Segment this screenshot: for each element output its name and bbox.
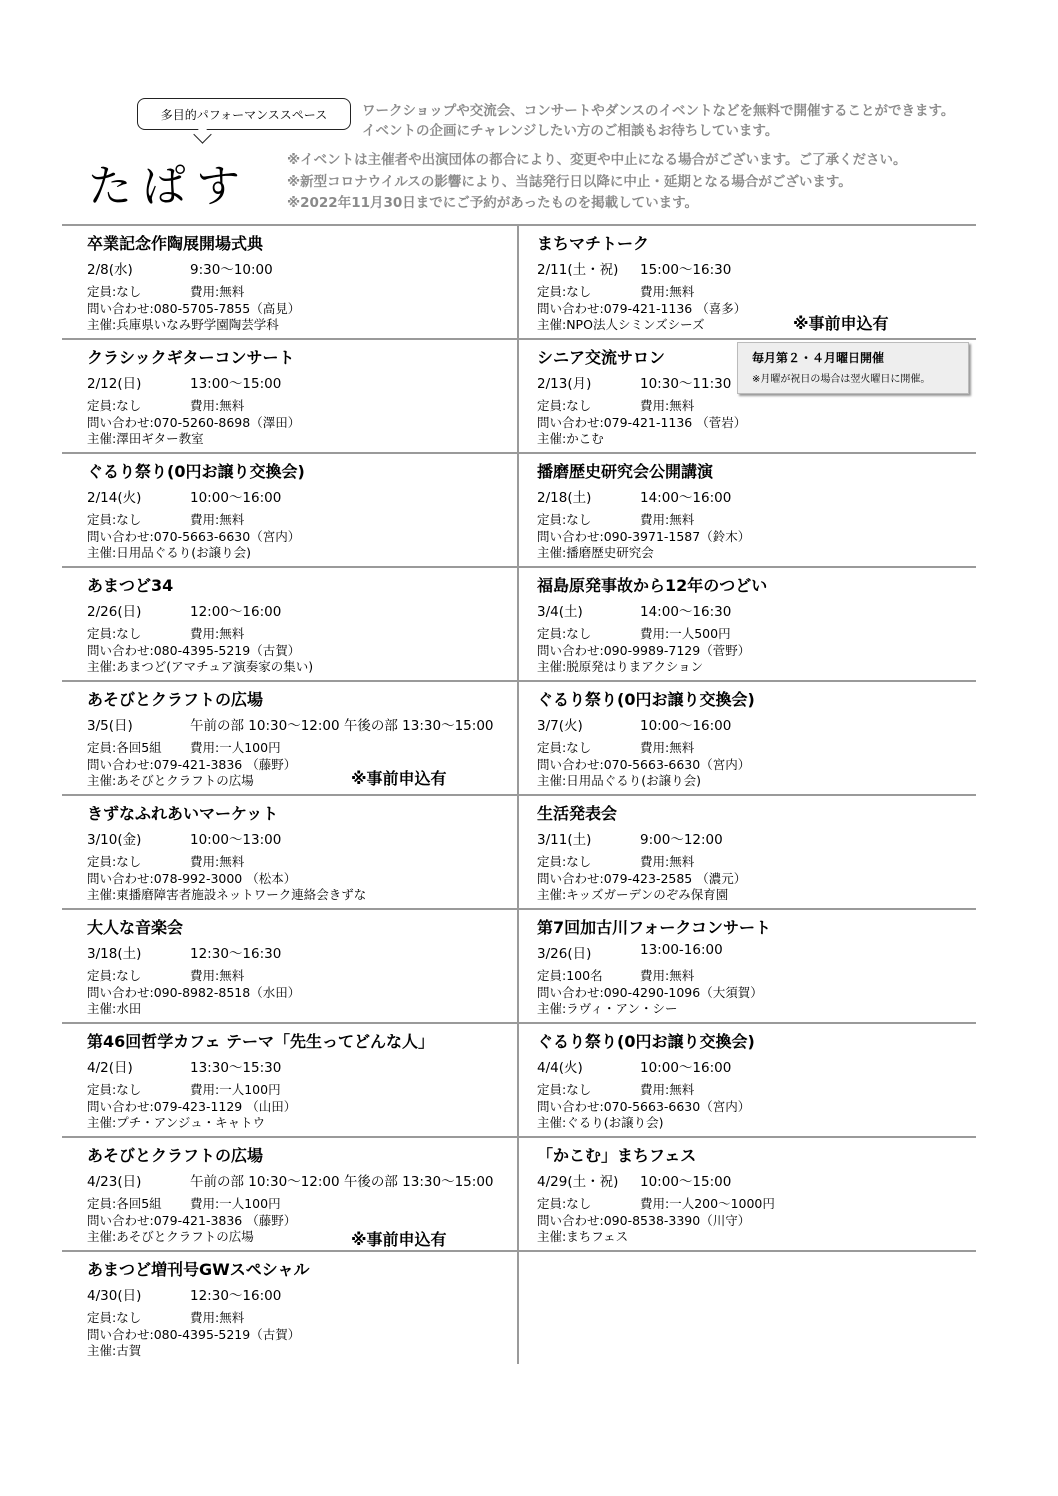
- event-info: [87, 284, 517, 334]
- event-cell: [62, 1024, 519, 1136]
- event-info: [537, 968, 976, 1018]
- event-time: 午前の部 10:30～12:00 午後の部 13:30～15:00: [190, 718, 494, 734]
- event-title: あまつど増刊号GWスペシャル: [87, 1260, 310, 1279]
- preregistration-note: ※事前申込有: [793, 314, 889, 333]
- event-capacity: 定員:なし: [537, 512, 592, 527]
- event-contact: 問い合わせ:070-5663-6630（宮内）: [537, 1098, 751, 1114]
- event-organizer: 主催:あそびとクラフトの広場: [87, 1229, 254, 1244]
- event-fee: 費用:無料: [190, 968, 245, 983]
- event-time: 10:00～16:00: [640, 1060, 732, 1076]
- event-time: 15:00～16:30: [640, 262, 732, 278]
- event-date: 4/23(日): [87, 1174, 142, 1190]
- event-capacity: 定員:100名: [537, 968, 603, 983]
- event-title: ぐるり祭り(0円お譲り交換会): [537, 690, 755, 709]
- event-fee: 費用:一人100円: [190, 1082, 281, 1097]
- event-date: 4/30(日): [87, 1288, 142, 1304]
- event-title: あそびとクラフトの広場: [87, 690, 264, 709]
- event-time: 13:00-16:00: [640, 942, 723, 958]
- event-time: 10:30～11:30: [640, 376, 732, 392]
- event-contact: 問い合わせ:090-3971-1587（鈴木）: [537, 528, 751, 544]
- event-title: 大人な音楽会: [87, 918, 184, 937]
- event-date: 2/18(土): [537, 490, 592, 506]
- event-datetime: [537, 600, 976, 620]
- event-capacity: 定員:なし: [87, 1082, 142, 1097]
- event-organizer: 主催:播磨歴史研究会: [537, 545, 654, 560]
- event-contact: 問い合わせ:090-8982-8518（水田）: [87, 984, 301, 1000]
- note-line: ※新型コロナウイルスの影響により、当誌発行日以降に中止・延期となる場合がございます。: [287, 173, 852, 190]
- event-row: [62, 452, 976, 566]
- event-cell: [519, 796, 976, 908]
- event-cell: [519, 454, 976, 566]
- event-date: 3/18(土): [87, 946, 142, 962]
- event-contact: 問い合わせ:080-4395-5219（古賀）: [87, 1326, 301, 1342]
- event-datetime: [87, 1170, 517, 1190]
- monthly-note-box: [737, 342, 969, 394]
- event-capacity: 定員:なし: [537, 398, 592, 413]
- event-fee: 費用:無料: [640, 740, 695, 755]
- event-info: [537, 1196, 976, 1246]
- note-line: ※イベントは主催者や出演団体の都合により、変更や中止になる場合がございます。ご了承ください。: [287, 152, 907, 168]
- event-cell: [62, 910, 519, 1022]
- event-capacity: 定員:なし: [537, 854, 592, 869]
- event-title: 生活発表会: [537, 804, 618, 823]
- event-title: あそびとクラフトの広場: [87, 1146, 264, 1165]
- event-time: 12:00～16:00: [190, 604, 282, 620]
- event-date: 2/13(月): [537, 376, 592, 392]
- notes: [287, 150, 907, 215]
- event-contact: 問い合わせ:090-9989-7129（菅野）: [537, 642, 751, 658]
- event-fee: 費用:無料: [640, 968, 695, 983]
- event-fee: 費用:無料: [190, 512, 245, 527]
- event-organizer: 主催:日用品ぐるり(お譲り会): [537, 773, 701, 788]
- event-datetime: [87, 372, 517, 392]
- event-datetime: [537, 942, 976, 962]
- event-cell: [62, 340, 519, 452]
- monthly-note-detail: ※月曜が祝日の場合は翌火曜日に開催。: [752, 374, 931, 385]
- event-info: [537, 626, 976, 676]
- event-datetime: [87, 258, 517, 278]
- event-cell: [519, 682, 976, 794]
- event-cell: [519, 1138, 976, 1250]
- event-cell: [62, 796, 519, 908]
- event-fee: 費用:一人200～1000円: [640, 1196, 775, 1211]
- event-time: 14:00～16:00: [640, 490, 732, 506]
- event-date: 2/26(日): [87, 604, 142, 620]
- event-time: 9:00～12:00: [640, 832, 723, 848]
- event-contact: 問い合わせ:079-421-1136 （喜多）: [537, 300, 747, 316]
- event-info: [537, 284, 976, 334]
- event-contact: 問い合わせ:090-4290-1096（大須賀）: [537, 984, 763, 1000]
- event-title: 福島原発事故から12年のつどい: [537, 576, 768, 595]
- event-time: 10:00～16:00: [640, 718, 732, 734]
- page-title: たぱす: [88, 161, 250, 212]
- event-contact: 問い合わせ:078-992-3000 （松本）: [87, 870, 297, 886]
- event-organizer: 主催:ぐるり(お譲り会): [537, 1115, 664, 1130]
- event-organizer: 主催:水田: [87, 1001, 142, 1016]
- event-cell: [519, 226, 976, 338]
- event-capacity: 定員:なし: [537, 284, 592, 299]
- event-capacity: 定員:なし: [537, 1196, 592, 1211]
- event-info: [87, 740, 517, 790]
- event-datetime: [87, 486, 517, 506]
- monthly-note-title: 毎月第２・４月曜日開催: [752, 351, 885, 365]
- event-time: 10:00～15:00: [640, 1174, 732, 1190]
- event-date: 2/12(日): [87, 376, 142, 392]
- event-datetime: [537, 1056, 976, 1076]
- event-info: [87, 854, 517, 904]
- event-fee: 費用:無料: [190, 854, 245, 869]
- event-time: 14:00～16:30: [640, 604, 732, 620]
- event-cell: [62, 1138, 519, 1250]
- event-fee: 費用:無料: [640, 1082, 695, 1097]
- event-date: 2/14(火): [87, 490, 142, 506]
- event-capacity: 定員:なし: [87, 854, 142, 869]
- event-info: [537, 398, 976, 448]
- event-capacity: 定員:なし: [87, 968, 142, 983]
- event-title: 「かこむ」まちフェス: [537, 1146, 697, 1165]
- event-cell: [519, 1252, 976, 1364]
- event-organizer: 主催:ラヴィ・アン・シー: [537, 1001, 678, 1016]
- event-cell: [519, 1024, 976, 1136]
- event-info: [537, 740, 976, 790]
- badge-text: 多目的パフォーマンススペース: [160, 107, 328, 122]
- event-title: 第7回加古川フォークコンサート: [537, 918, 772, 937]
- event-fee: 費用:無料: [190, 1310, 245, 1325]
- event-datetime: [537, 1170, 976, 1190]
- event-datetime: [87, 1284, 517, 1304]
- intro-line: ワークショップや交流会、コンサートやダンスのイベントなどを無料で開催することができます。: [362, 103, 955, 119]
- event-row: [62, 794, 976, 908]
- event-contact: 問い合わせ:079-423-2585 （濃元）: [537, 870, 747, 886]
- preregistration-note: ※事前申込有: [351, 1230, 447, 1249]
- event-date: 4/2(日): [87, 1060, 133, 1076]
- event-capacity: 定員:各回5組: [87, 740, 162, 755]
- event-fee: 費用:無料: [640, 398, 695, 413]
- event-datetime: [87, 942, 517, 962]
- event-info: [87, 1196, 517, 1246]
- event-time: 13:30～15:30: [190, 1060, 282, 1076]
- event-grid: [62, 224, 976, 1364]
- event-organizer: 主催:古賀: [87, 1343, 142, 1358]
- event-time: 13:00～15:00: [190, 376, 282, 392]
- event-cell: [519, 910, 976, 1022]
- event-organizer: 主催:かこむ: [537, 431, 604, 446]
- event-time: 10:00～16:00: [190, 490, 282, 506]
- event-contact: 問い合わせ:079-421-3836 （藤野）: [87, 1212, 297, 1228]
- event-datetime: [87, 828, 517, 848]
- event-date: 3/4(土): [537, 604, 583, 620]
- event-row: [62, 1136, 976, 1250]
- event-info: [537, 854, 976, 904]
- event-date: 3/11(土): [537, 832, 592, 848]
- event-contact: 問い合わせ:070-5663-6630（宮内）: [87, 528, 301, 544]
- event-datetime: [87, 1056, 517, 1076]
- event-contact: 問い合わせ:070-5663-6630（宮内）: [537, 756, 751, 772]
- event-row: [62, 1022, 976, 1136]
- event-title: 播磨歴史研究会公開講演: [537, 462, 714, 481]
- event-cell: [62, 568, 519, 680]
- event-time: 12:30～16:00: [190, 1288, 282, 1304]
- event-capacity: 定員:なし: [537, 1082, 592, 1097]
- badge: [137, 98, 351, 130]
- event-cell: [519, 568, 976, 680]
- event-datetime: [87, 600, 517, 620]
- event-datetime: [537, 714, 976, 734]
- event-row: [62, 1250, 976, 1364]
- event-organizer: 主催:兵庫県いなみ野学園陶芸学科: [87, 317, 279, 332]
- event-organizer: 主催:あそびとクラフトの広場: [87, 773, 254, 788]
- event-row: [62, 566, 976, 680]
- event-date: 3/10(金): [87, 832, 142, 848]
- event-title: ぐるり祭り(0円お譲り交換会): [87, 462, 305, 481]
- event-capacity: 定員:なし: [87, 398, 142, 413]
- event-info: [537, 1082, 976, 1132]
- event-contact: 問い合わせ:090-8538-3390（川守）: [537, 1212, 751, 1228]
- event-info: [87, 626, 517, 676]
- event-title: 卒業記念作陶展開場式典: [87, 234, 264, 253]
- event-organizer: 主催:東播磨障害者施設ネットワーク連絡会きずな: [87, 887, 367, 902]
- event-fee: 費用:一人100円: [190, 1196, 281, 1211]
- event-cell: [62, 454, 519, 566]
- event-date: 4/4(火): [537, 1060, 583, 1076]
- event-title: シニア交流サロン: [537, 348, 666, 367]
- event-fee: 費用:無料: [640, 512, 695, 527]
- event-info: [87, 1310, 517, 1360]
- event-cell: [62, 682, 519, 794]
- event-fee: 費用:一人500円: [640, 626, 731, 641]
- event-fee: 費用:無料: [190, 284, 245, 299]
- event-organizer: 主催:澤田ギター教室: [87, 431, 204, 446]
- event-info: [87, 1082, 517, 1132]
- intro-text: [362, 101, 954, 141]
- event-title: 第46回哲学カフェ テーマ「先生ってどんな人」: [87, 1032, 435, 1051]
- event-capacity: 定員:なし: [537, 740, 592, 755]
- event-capacity: 定員:なし: [87, 512, 142, 527]
- event-fee: 費用:無料: [640, 284, 695, 299]
- event-datetime: [537, 486, 976, 506]
- event-fee: 費用:無料: [190, 398, 245, 413]
- event-capacity: 定員:なし: [87, 1310, 142, 1325]
- event-info: [87, 512, 517, 562]
- event-date: 3/5(日): [87, 718, 133, 734]
- event-date: 3/7(火): [537, 718, 583, 734]
- event-row: [62, 908, 976, 1022]
- event-organizer: 主催:日用品ぐるり(お譲り会): [87, 545, 251, 560]
- event-datetime: [537, 258, 976, 278]
- event-capacity: 定員:なし: [87, 284, 142, 299]
- event-organizer: 主催:あまつど(アマチュア演奏家の集い): [87, 659, 314, 674]
- event-organizer: 主催:まちフェス: [537, 1229, 629, 1244]
- event-contact: 問い合わせ:079-421-3836 （藤野）: [87, 756, 297, 772]
- event-contact: 問い合わせ:079-423-1129 （山田）: [87, 1098, 297, 1114]
- event-fee: 費用:無料: [190, 626, 245, 641]
- event-contact: 問い合わせ:079-421-1136 （菅岩）: [537, 414, 747, 430]
- event-title: クラシックギターコンサート: [87, 348, 295, 367]
- event-row: [62, 680, 976, 794]
- event-time: 10:00～13:00: [190, 832, 282, 848]
- event-contact: 問い合わせ:080-5705-7855（高見）: [87, 300, 301, 316]
- event-contact: 問い合わせ:080-4395-5219（古賀）: [87, 642, 301, 658]
- event-title: ぐるり祭り(0円お譲り交換会): [537, 1032, 755, 1051]
- event-organizer: 主催:脱原発はりまアクション: [537, 659, 704, 674]
- event-date: 2/11(土・祝): [537, 262, 619, 278]
- event-cell: [62, 226, 519, 338]
- preregistration-note: ※事前申込有: [351, 769, 447, 788]
- event-info: [537, 512, 976, 562]
- note-line: ※2022年11月30日までにご予約があったものを掲載しています。: [287, 195, 699, 211]
- event-time: 午前の部 10:30～12:00 午後の部 13:30～15:00: [190, 1174, 494, 1190]
- event-organizer: 主催:NPO法人シミンズシーズ: [537, 317, 705, 332]
- event-cell: [62, 1252, 519, 1364]
- event-contact: 問い合わせ:070-5260-8698（澤田）: [87, 414, 301, 430]
- event-info: [87, 968, 517, 1018]
- event-capacity: 定員:なし: [87, 626, 142, 641]
- event-fee: 費用:無料: [640, 854, 695, 869]
- event-organizer: 主催:キッズガーデンのぞみ保育園: [537, 887, 729, 902]
- event-time: 9:30～10:00: [190, 262, 273, 278]
- event-capacity: 定員:なし: [537, 626, 592, 641]
- event-time: 12:30～16:30: [190, 946, 282, 962]
- event-info: [87, 398, 517, 448]
- event-date: 3/26(日): [537, 946, 592, 962]
- event-capacity: 定員:各回5組: [87, 1196, 162, 1211]
- event-organizer: 主催:プチ・アンジュ・キャトウ: [87, 1115, 266, 1130]
- event-title: あまつど34: [87, 576, 174, 595]
- event-datetime: [87, 714, 517, 734]
- event-date: 2/8(水): [87, 262, 133, 278]
- event-title: まちマチトーク: [537, 234, 650, 253]
- event-fee: 費用:一人100円: [190, 740, 281, 755]
- event-title: きずなふれあいマーケット: [87, 804, 279, 823]
- event-date: 4/29(土・祝): [537, 1174, 619, 1190]
- event-datetime: [537, 828, 976, 848]
- intro-line: イベントの企画にチャレンジしたい方のご相談もお待ちしています。: [362, 123, 779, 139]
